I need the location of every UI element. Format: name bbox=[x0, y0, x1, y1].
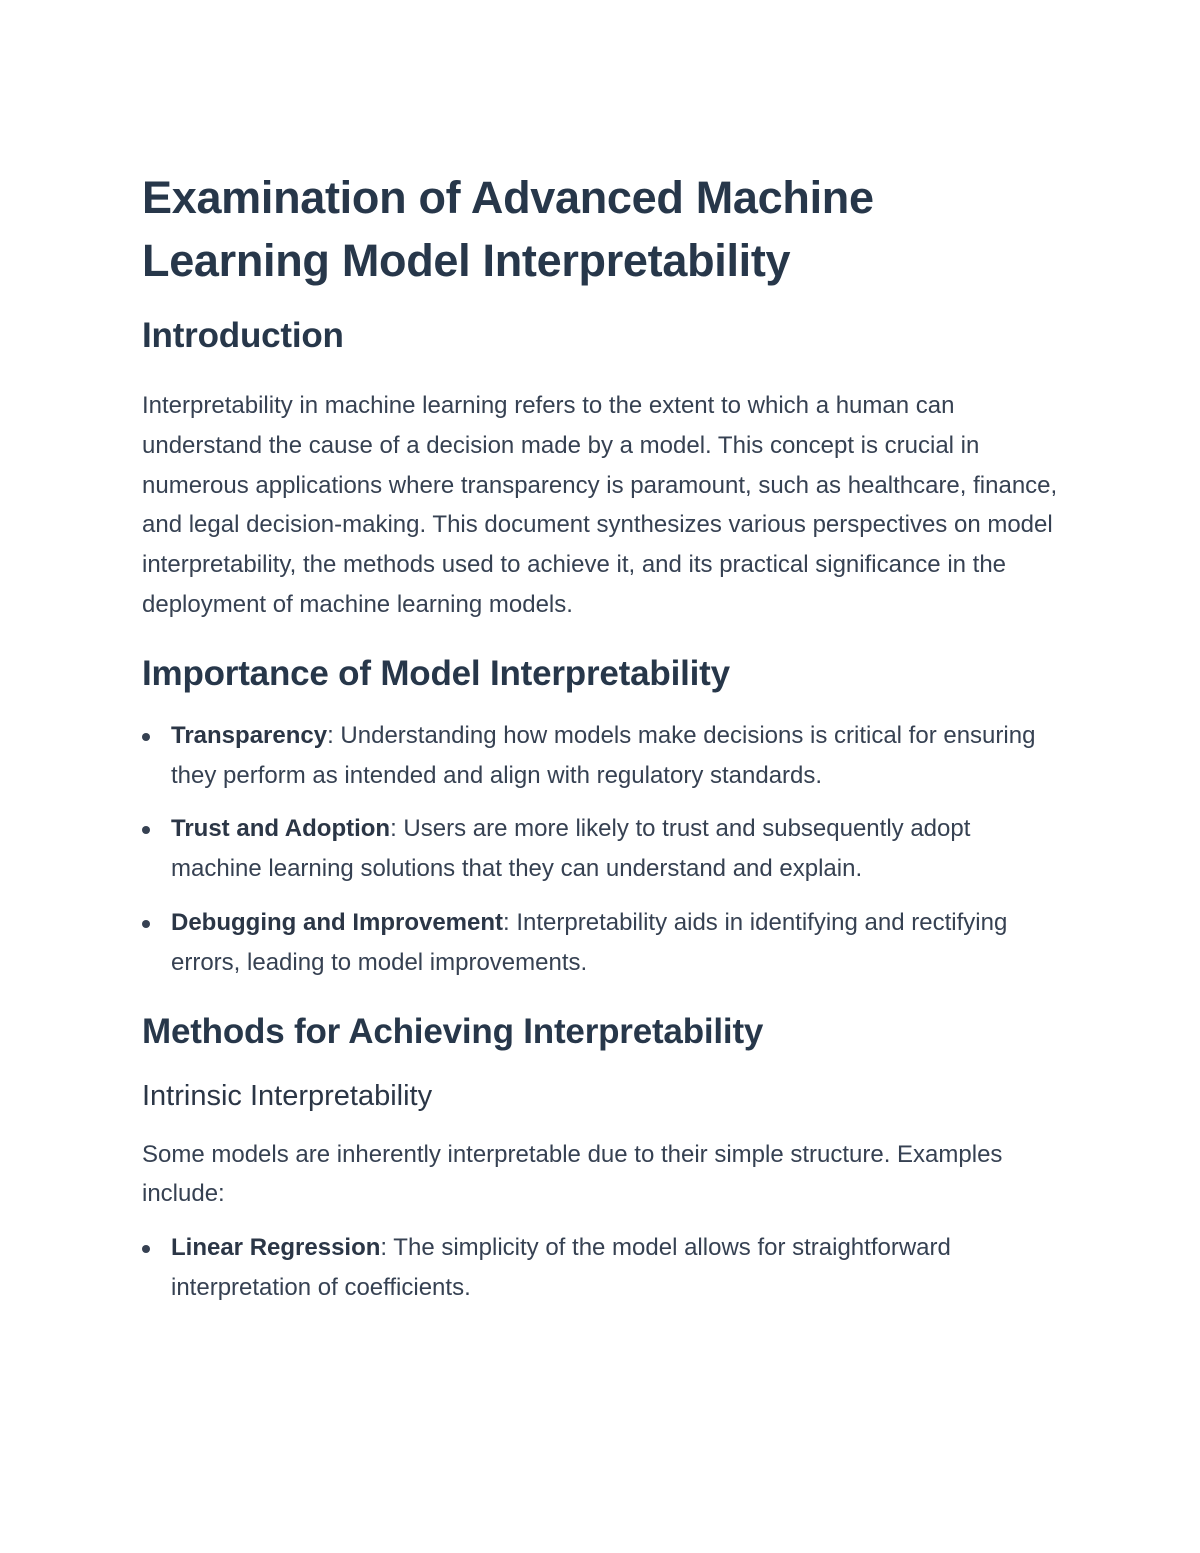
list-item-term: Debugging and Improvement bbox=[171, 908, 504, 936]
bullet-icon bbox=[142, 1245, 150, 1253]
list-item bbox=[142, 903, 1062, 983]
list-item bbox=[142, 809, 1062, 889]
document-title: Examination of Advanced Machine Learning Model Interpretability bbox=[142, 172, 874, 286]
importance-heading: Importance of Model Interpretability bbox=[142, 653, 730, 693]
list-item bbox=[142, 1228, 1062, 1308]
list-item-term: Trust and Adoption bbox=[171, 815, 391, 843]
document-page bbox=[142, 166, 1062, 1308]
list-item-text: : The simplicity of the model allows for straightforward interpretation of coefficients. bbox=[171, 1234, 951, 1301]
bullet-icon bbox=[142, 920, 150, 928]
intrinsic-list bbox=[142, 1228, 1062, 1308]
intrinsic-subheading: Intrinsic Interpretability bbox=[142, 1079, 433, 1112]
methods-heading: Methods for Achieving Interpretability bbox=[142, 1011, 764, 1051]
list-item bbox=[142, 716, 1062, 796]
list-item-term: Linear Regression bbox=[171, 1234, 381, 1262]
bullet-icon bbox=[142, 826, 150, 834]
list-item-text: : Interpretability aids in identifying and rectifying errors, leading to model improvements. bbox=[171, 908, 1008, 976]
importance-list bbox=[142, 716, 1062, 983]
list-item-term: Transparency bbox=[171, 721, 328, 749]
list-item-text: : Users are more likely to trust and subsequently adopt machine learning solutions that they can understand and explain. bbox=[171, 815, 971, 883]
intrinsic-paragraph: Some models are inherently interpretable due to their simple structure. Examples include: bbox=[142, 1140, 1003, 1208]
introduction-heading: Introduction bbox=[142, 316, 344, 355]
list-item-text: : Understanding how models make decisions is critical for ensuring they perform as intended and align with regulatory standards. bbox=[171, 721, 1036, 789]
introduction-paragraph: Interpretability in machine learning refers to the extent to which a human can understand the cause of a decision made by a model. This concept is crucial in numerous applications where transparency is paramount, such as healthcare, finance, and legal decision-making. This document synthesizes various perspectives on model interpretability, the methods used to achieve it, and its practical significance in the deployment of machine learning models. bbox=[142, 392, 1058, 618]
bullet-icon bbox=[142, 733, 150, 741]
